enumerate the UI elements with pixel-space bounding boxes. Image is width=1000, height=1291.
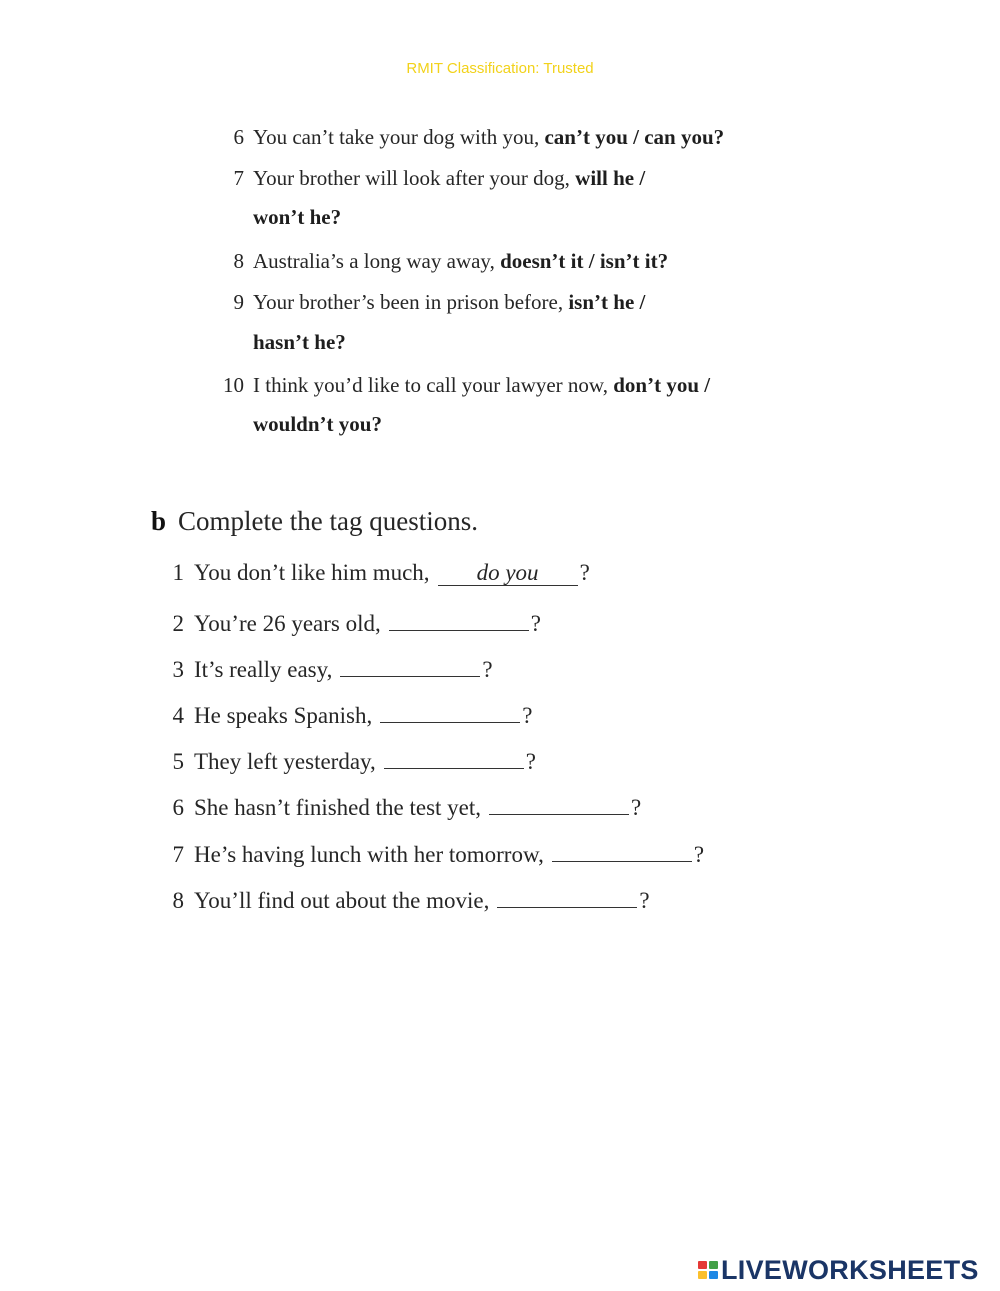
item-number: 7 — [172, 842, 184, 867]
item-number: 9 — [233, 290, 244, 314]
exercise-b-item-4 — [165, 698, 532, 729]
item-text: They left yesterday, — [194, 749, 376, 774]
item-options: don’t you / — [613, 373, 711, 397]
section-b-title — [151, 506, 478, 537]
item-number: 6 — [233, 125, 244, 149]
question-mark: ? — [482, 657, 493, 682]
item-options: isn’t he / — [568, 290, 646, 314]
item-options: can’t you / can you? — [544, 125, 725, 149]
answer-blank[interactable] — [340, 652, 480, 677]
question-mark: ? — [579, 560, 590, 585]
exercise-b-item-7 — [165, 837, 704, 868]
item-number: 1 — [172, 560, 184, 585]
question-mark: ? — [530, 611, 541, 636]
exercise-a-item-6 — [220, 125, 724, 150]
section-instruction: Complete the tag questions. — [178, 506, 478, 536]
example-answer: do you — [476, 560, 539, 585]
exercise-a-item-7-continued — [253, 205, 341, 230]
exercise-b-item-6 — [165, 790, 641, 821]
item-text: Your brother’s been in prison before, — [253, 290, 569, 314]
exercise-a-item-10-continued — [253, 412, 382, 437]
item-number: 6 — [172, 795, 184, 820]
logo-text: LIVEWORKSHEETS — [721, 1254, 979, 1285]
answer-blank[interactable] — [497, 883, 637, 908]
question-mark: ? — [693, 842, 705, 867]
item-text: Australia’s a long way away, — [253, 249, 501, 273]
item-text: He speaks Spanish, — [194, 703, 373, 728]
answer-blank[interactable] — [380, 698, 520, 723]
liveworksheets-logo[interactable] — [698, 1255, 979, 1285]
question-mark: ? — [639, 888, 650, 913]
item-number: 5 — [172, 749, 184, 774]
exercise-a-item-9-continued — [253, 330, 346, 355]
exercise-b-item-1 — [165, 560, 590, 586]
exercise-a-item-7 — [220, 166, 645, 191]
item-text: Your brother will look after your dog, — [253, 166, 576, 190]
logo-square-yellow — [698, 1271, 707, 1279]
section-letter: b — [151, 506, 167, 536]
exercise-a-item-10 — [220, 373, 710, 398]
item-text: She hasn’t finished the test yet, — [194, 795, 482, 820]
item-options: doesn’t it / isn’t it? — [500, 249, 669, 273]
exercise-b-item-2 — [165, 606, 541, 637]
item-text: You don’t like him much, — [194, 560, 430, 585]
item-number: 8 — [233, 249, 244, 273]
item-number: 4 — [172, 703, 184, 728]
item-number: 10 — [223, 373, 244, 397]
item-text: It’s really easy, — [194, 657, 333, 682]
item-options: wouldn’t you? — [253, 412, 382, 436]
logo-square-green — [709, 1261, 718, 1269]
item-text: He’s having lunch with her tomorrow, — [194, 842, 544, 867]
item-options: will he / — [575, 166, 646, 190]
liveworksheets-logo-icon — [698, 1261, 718, 1279]
item-number: 3 — [172, 657, 184, 682]
item-text: You can’t take your dog with you, — [253, 125, 545, 149]
exercise-b-item-3 — [165, 652, 493, 683]
answer-blank[interactable] — [489, 790, 629, 815]
question-mark: ? — [631, 795, 642, 820]
question-mark: ? — [522, 703, 533, 728]
question-mark: ? — [525, 749, 537, 774]
exercise-a-item-8 — [220, 249, 668, 274]
exercise-b-item-5 — [165, 744, 536, 775]
item-number: 7 — [233, 166, 244, 190]
item-options: hasn’t he? — [253, 330, 346, 354]
item-number: 8 — [172, 888, 184, 913]
item-text: You’ll find out about the movie, — [194, 888, 490, 913]
answer-blank[interactable] — [389, 606, 529, 631]
logo-square-blue — [709, 1271, 718, 1279]
item-options: won’t he? — [253, 205, 342, 229]
answer-blank[interactable] — [438, 561, 578, 586]
exercise-a-item-9 — [220, 290, 645, 315]
logo-square-red — [698, 1261, 707, 1269]
answer-blank[interactable] — [384, 744, 524, 769]
item-number: 2 — [172, 611, 184, 636]
exercise-b-item-8 — [165, 883, 650, 914]
answer-blank[interactable] — [552, 837, 692, 862]
item-text: You’re 26 years old, — [194, 611, 381, 636]
item-text: I think you’d like to call your lawyer now, — [253, 373, 614, 397]
classification-label: RMIT Classification: Trusted — [406, 60, 594, 77]
